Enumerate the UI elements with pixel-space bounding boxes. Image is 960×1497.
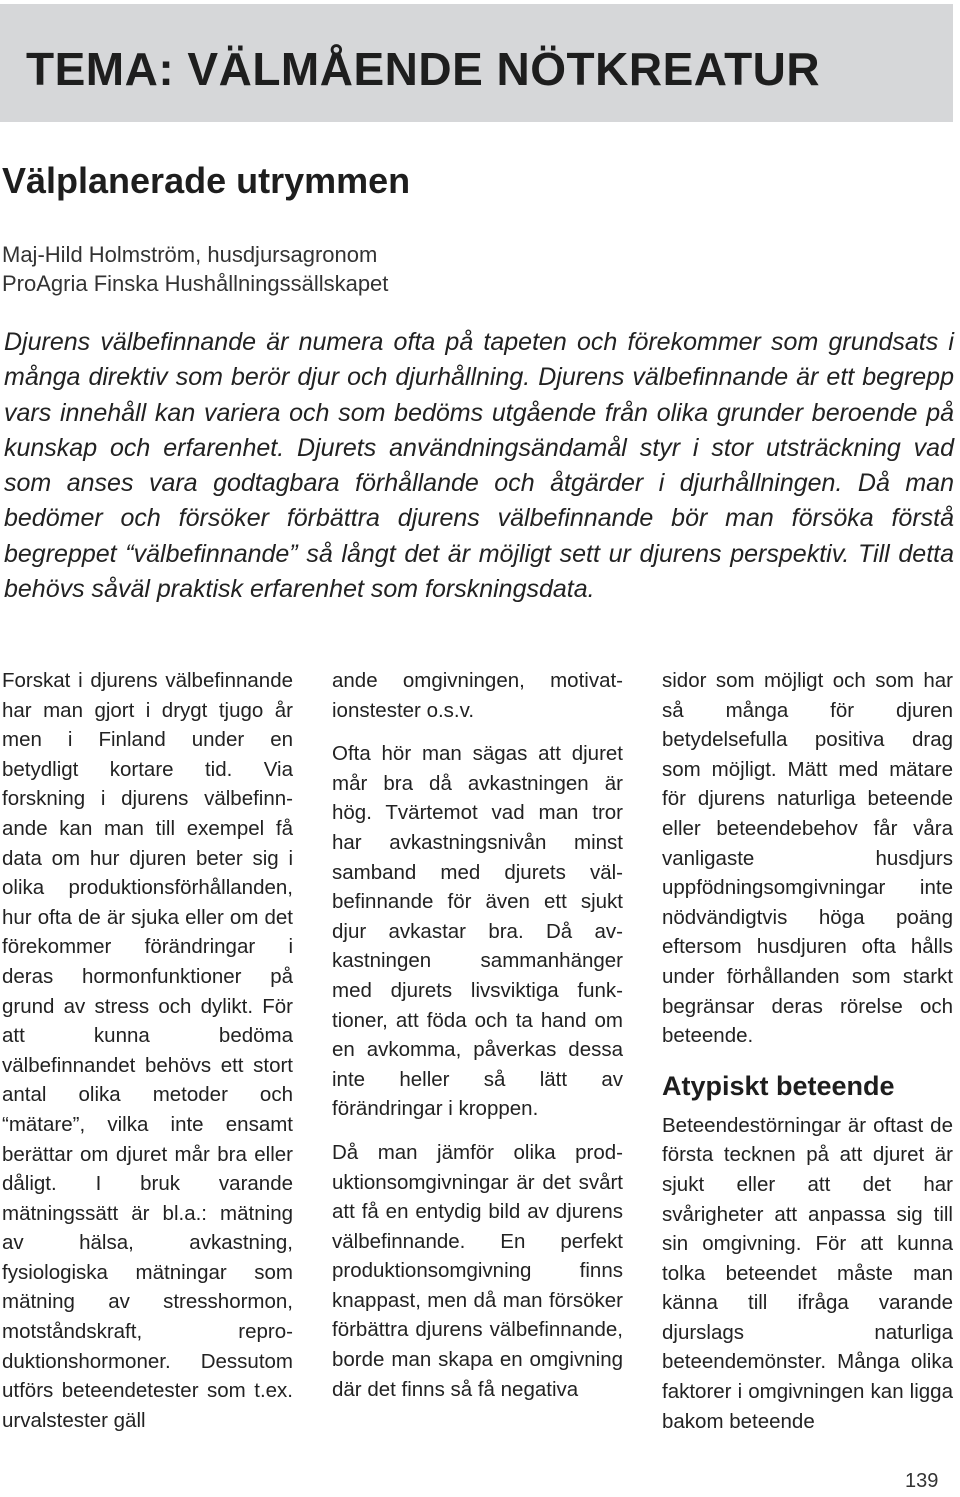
theme-title: TEMA: VÄLMÅENDE NÖTKREATUR — [26, 43, 821, 95]
column-2-paragraph-1: ande omgivningen, motivationstester o.s.v. — [332, 669, 623, 722]
lead-paragraph: Djurens välbefinnande är numera ofta på tapeten och förekommer som grundsats i många direktiv som berör djur och djurhållning. Djurens välbefinnande är ett begrepp vars innehåll kan variera och som bedöms utgående från olika grunder beroende på kunskap och erfarenhet. Djurets användningsändamål styr i stor utsträckning vad som anses vara godtagbara förhållande och åtgärder i djurhållningen. Då man bedömer och försöker förbättra djurens välbefinnande bör man försöka förstå begreppet “välbefinnande” så långt det är möjligt sett ur djurens perspektiv. Till detta behövs såväl praktisk erfarenhet som forskningsdata. — [4, 328, 954, 604]
column-3-paragraph-1: sidor som möjligt och som har så många för djuren betydelsefulla positiva drag som möjligt. Mätt med mätare för djurens naturliga beteende eller beteendebehov får våra vanligaste husdjurs uppfödningsomgivningar inte nödvändigtvis höga poäng eftersom husdjuren ofta hålls under förhållanden som starkt begränsar deras rörelse och beteende. — [662, 669, 953, 1048]
column-2 — [332, 666, 623, 1418]
column-3-paragraph-2: Beteendestörningar är oftast de första tecknen på att djuret är sjukt eller att det har svårigheter att anpassa sig till sin omgivning. För att kunna tolka beteendet måste man känna till ifråga varande djurslags naturliga beteendemönster. Många olika faktorer i omgivningen kan ligga bakom beteende — [662, 1113, 953, 1433]
author-block — [2, 240, 388, 298]
author-organization: ProAgria Finska Hushållningssällskapet — [2, 271, 389, 296]
column-1 — [2, 666, 293, 1449]
theme-banner — [0, 4, 953, 122]
page-number: 139 — [905, 1470, 939, 1492]
column-3 — [662, 666, 953, 1450]
article-title: Välplanerade utrymmen — [2, 160, 411, 201]
column-2-paragraph-2: Ofta hör man sägas att djuret mår bra då avkastningen är hög. Tvärtemot vad man tror har avkastningsnivån minst samband med djurets välbefinnande för även ett sjukt djur avkastar bra. Då avkastningen sammanhänger med djurets livsviktiga funktioner, att föda och ta hand om en avkomma, påverkas dessa inte heller så lätt av förändringar i kroppen. — [332, 742, 623, 1121]
section-heading: Atypiskt beteende — [662, 1070, 895, 1101]
column-1-paragraph-1: Forskat i djurens välbefinnande har man gjort i drygt tjugo år men i Finland under en betydligt kortare tid. Via forskning i djurens välbefinnande kan man till exempel få data om hur djuren beter sig i olika produktionsförhållanden, hur ofta de är sjuka eller om det förekommer förändringar i deras hormonfunktioner på grund av stress och dylikt. För att kunna bedöma välbefinnandet behövs ett stort antal olika metoder och “mätare”, vilka inte ensamt berättar om djuret mår bra eller dåligt. I bruk varande mätningssätt är bl.a.: mätning av hälsa, avkastning, fysiologiska mätningar som mätning av stresshormon, motståndskraft, reproduktionshormoner. Dessutom utförs beteendetester som t.ex. urvalstester gäll — [2, 669, 293, 1432]
column-2-paragraph-3: Då man jämför olika produktionsomgivningar är det svårt att få en entydig bild av djurens välbefinnande. En perfekt produktionsomgivning finns knappast, men då man försöker förbättra djurens välbefinnande, borde man skapa en omgivning där det finns så få negativa — [332, 1140, 623, 1401]
author-name: Maj-Hild Holmström, husdjursagronom — [2, 242, 378, 267]
